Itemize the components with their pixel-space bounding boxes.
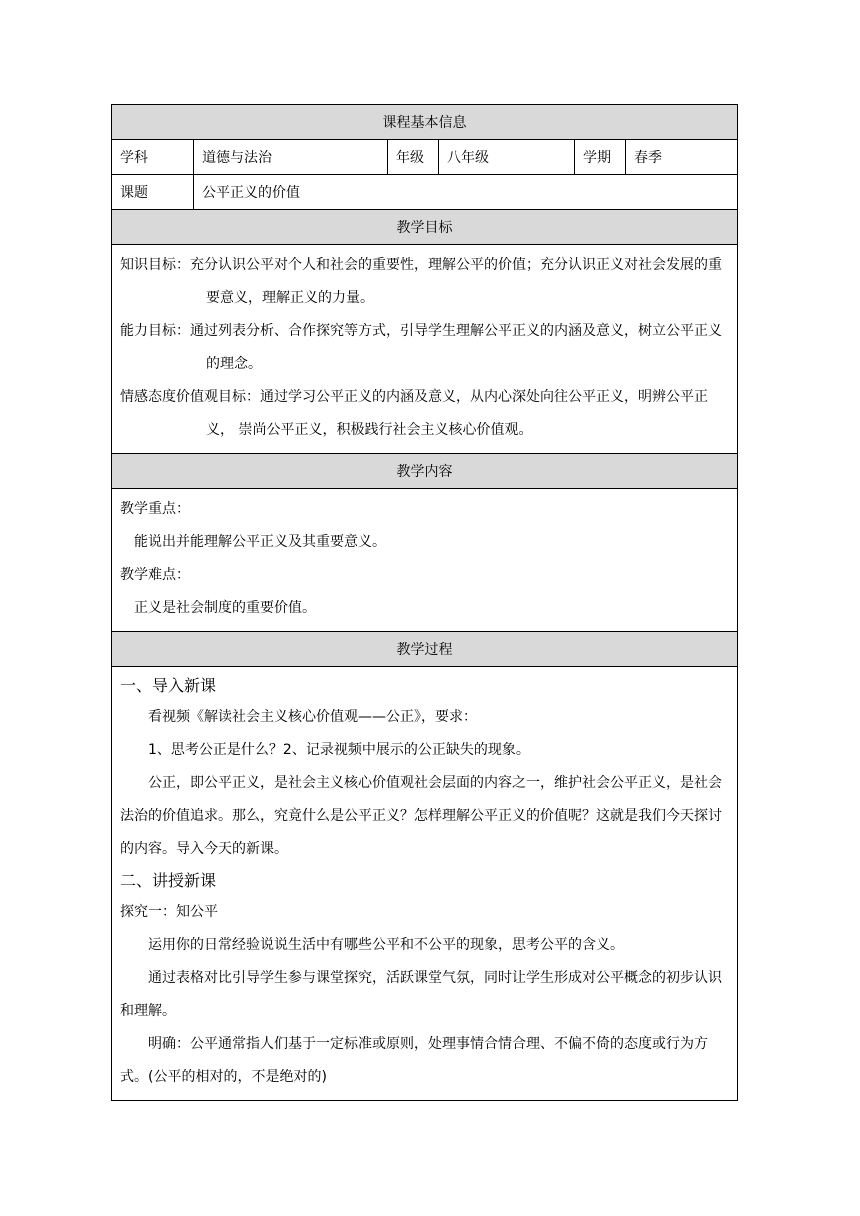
intro-paragraph-1: 看视频《解读社会主义核心价值观——公正》，要求： — [148, 709, 477, 725]
term-label: 学期 — [575, 140, 626, 175]
topic-label: 课题 — [112, 175, 194, 210]
intro-paragraph-3: 公正，即公平正义，是社会主义核心价值观社会层面的内容之一，维护社会公平正义，是社会法治的价值追求。那么，究竟什么是公平正义？怎样理解公平正义的价值呢？这就是我们今天探讨的内容。导入今天的新课。 — [120, 775, 722, 857]
intro-paragraph-2: 1、思考公正是什么？2、记录视频中展示的公正缺失的现象。 — [148, 742, 530, 758]
subject-value: 道德与法治 — [194, 140, 388, 175]
subject-label: 学科 — [112, 140, 194, 175]
grade-value: 八年级 — [439, 140, 575, 175]
objectives-block — [112, 245, 738, 454]
section-intro-title: 一、导入新课 — [120, 676, 217, 695]
explore-1-title: 探究一：知公平 — [120, 904, 218, 920]
objective-attitude: 情感态度价值观目标：通过学习公平正义的内涵及意义，从内心深处向往公平正义，明辨公平正义， 崇尚公平正义，积极践行社会主义核心价值观。 — [120, 389, 708, 438]
topic-value: 公平正义的价值 — [194, 175, 738, 210]
key-point-text: 能说出并能理解公平正义及其重要意义。 — [134, 534, 386, 550]
content-header: 教学内容 — [112, 454, 738, 489]
process-block — [112, 667, 738, 1101]
objectives-header: 教学目标 — [112, 210, 738, 245]
objective-knowledge: 知识目标：充分认识公平对个人和社会的重要性，理解公平的价值；充分认识正义对社会发展的重要意义，理解正义的力量。 — [120, 257, 722, 306]
key-point-label: 教学重点： — [120, 501, 190, 517]
term-value: 春季 — [626, 140, 738, 175]
lesson-plan-table — [111, 104, 738, 1101]
difficulty-label: 教学难点： — [120, 567, 190, 583]
teaching-paragraph-2: 通过表格对比引导学生参与课堂探究，活跃课堂气氛，同时让学生形成对公平概念的初步认识和理解。 — [120, 970, 722, 1019]
basic-info-header: 课程基本信息 — [112, 105, 738, 140]
grade-label: 年级 — [388, 140, 439, 175]
teaching-paragraph-3: 明确：公平通常指人们基于一定标准或原则，处理事情合情合理、不偏不倚的态度或行为方式。(公平的相对的，不是绝对的) — [120, 1036, 708, 1085]
content-block — [112, 489, 738, 632]
objective-ability: 能力目标：通过列表分析、合作探究等方式，引导学生理解公平正义的内涵及意义，树立公平正义的理念。 — [120, 323, 722, 372]
difficulty-text: 正义是社会制度的重要价值。 — [134, 600, 316, 616]
section-teaching-title: 二、讲授新课 — [120, 871, 217, 890]
process-header: 教学过程 — [112, 632, 738, 667]
teaching-paragraph-1: 运用你的日常经验说说生活中有哪些公平和不公平的现象，思考公平的含义。 — [148, 937, 624, 953]
